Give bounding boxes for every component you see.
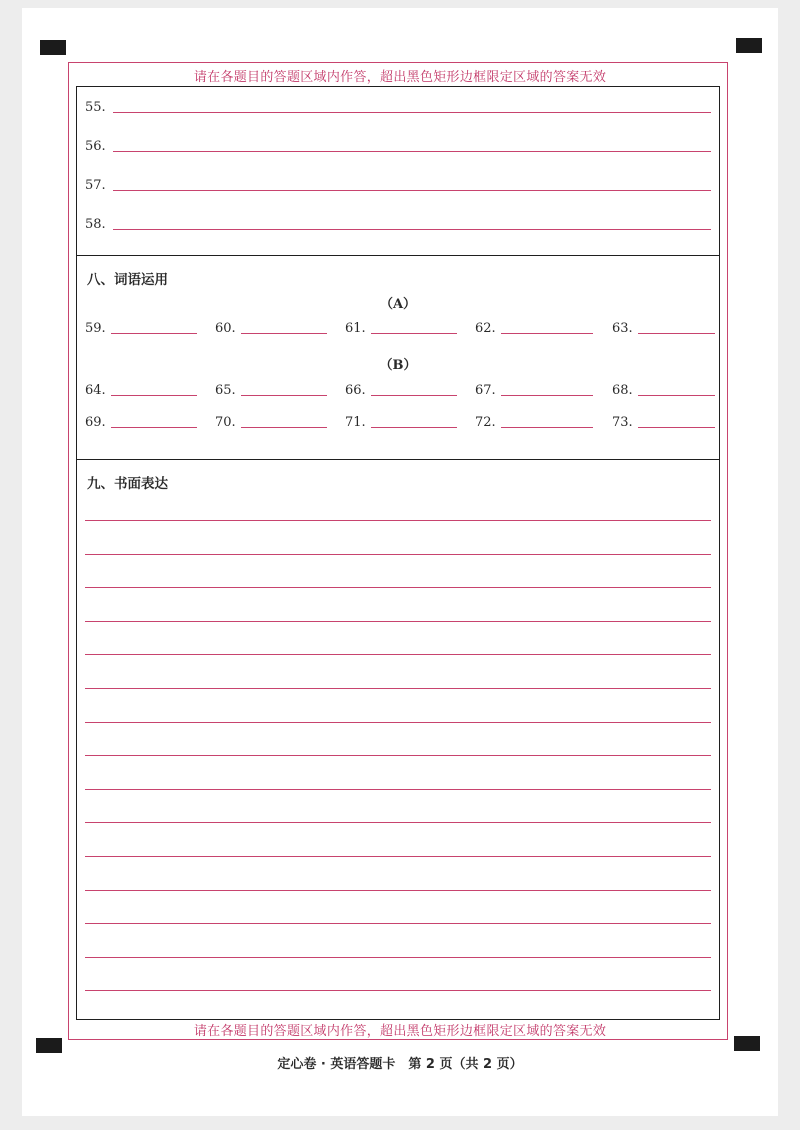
writing-line[interactable]: [85, 755, 711, 756]
answer-line-58[interactable]: [85, 212, 711, 234]
question-number: 68.: [612, 383, 633, 398]
question-number: 67.: [475, 383, 496, 398]
question-number: 56.: [85, 139, 106, 154]
question-number: 62.: [475, 321, 496, 336]
answer-line-57[interactable]: [85, 173, 711, 195]
question-number: 55.: [85, 100, 106, 115]
blank-rule: [371, 333, 457, 334]
question-number: 57.: [85, 178, 106, 193]
answer-rule: [113, 190, 711, 191]
answer-line-55[interactable]: [85, 95, 711, 117]
writing-line[interactable]: [85, 957, 711, 958]
writing-line[interactable]: [85, 856, 711, 857]
alignment-marker-top-left: [40, 40, 66, 55]
writing-line[interactable]: [85, 789, 711, 790]
blank-60[interactable]: [215, 316, 327, 338]
blank-68[interactable]: [612, 378, 715, 400]
question-number: 59.: [85, 321, 106, 336]
answer-rule: [113, 151, 711, 152]
answer-rule: [113, 229, 711, 230]
alignment-marker-bottom-left: [36, 1038, 62, 1053]
question-number: 58.: [85, 217, 106, 232]
blank-rule: [638, 333, 715, 334]
question-number: 70.: [215, 415, 236, 430]
writing-line[interactable]: [85, 890, 711, 891]
blank-rule: [501, 395, 593, 396]
blank-rule: [111, 333, 197, 334]
part-a-label: （A）: [379, 297, 417, 312]
alignment-marker-top-right: [736, 38, 762, 53]
answer-line-56[interactable]: [85, 134, 711, 156]
blank-rule: [241, 395, 327, 396]
section9-title: 九、书面表达: [87, 476, 168, 492]
blank-70[interactable]: [215, 410, 327, 432]
blank-rule: [638, 427, 715, 428]
writing-line[interactable]: [85, 554, 711, 555]
blank-rule: [371, 427, 457, 428]
blank-rule: [501, 333, 593, 334]
writing-line[interactable]: [85, 722, 711, 723]
blank-rule: [371, 395, 457, 396]
page-footer: 定心卷 · 英语答题卡 第 2 页（共 2 页）: [277, 1057, 523, 1072]
question-number: 72.: [475, 415, 496, 430]
blank-rule: [241, 333, 327, 334]
section8-title: 八、词语运用: [87, 272, 168, 288]
writing-line[interactable]: [85, 621, 711, 622]
writing-line[interactable]: [85, 688, 711, 689]
blank-64[interactable]: [85, 378, 197, 400]
blank-65[interactable]: [215, 378, 327, 400]
section9-box: [76, 459, 720, 1020]
blank-73[interactable]: [612, 410, 715, 432]
section8-box: [76, 255, 720, 460]
writing-line[interactable]: [85, 520, 711, 521]
blank-67[interactable]: [475, 378, 593, 400]
blank-59[interactable]: [85, 316, 197, 338]
blank-69[interactable]: [85, 410, 197, 432]
question-number: 61.: [345, 321, 366, 336]
blank-71[interactable]: [345, 410, 457, 432]
blank-63[interactable]: [612, 316, 715, 338]
question-number: 66.: [345, 383, 366, 398]
writing-line[interactable]: [85, 990, 711, 991]
writing-line[interactable]: [85, 654, 711, 655]
question-number: 71.: [345, 415, 366, 430]
writing-line[interactable]: [85, 923, 711, 924]
question-number: 60.: [215, 321, 236, 336]
writing-line[interactable]: [85, 587, 711, 588]
blank-62[interactable]: [475, 316, 593, 338]
question-number: 64.: [85, 383, 106, 398]
blank-61[interactable]: [345, 316, 457, 338]
section7-box: [76, 86, 720, 256]
question-number: 69.: [85, 415, 106, 430]
blank-rule: [111, 395, 197, 396]
blank-rule: [501, 427, 593, 428]
notice-bottom: 请在各题目的答题区域内作答，超出黑色矩形边框限定区域的答案无效: [193, 1024, 607, 1039]
blank-rule: [638, 395, 715, 396]
blank-66[interactable]: [345, 378, 457, 400]
blank-rule: [241, 427, 327, 428]
question-number: 63.: [612, 321, 633, 336]
blank-72[interactable]: [475, 410, 593, 432]
part-b-label: （B）: [379, 358, 417, 373]
notice-top: 请在各题目的答题区域内作答，超出黑色矩形边框限定区域的答案无效: [193, 70, 607, 85]
question-number: 73.: [612, 415, 633, 430]
answer-rule: [113, 112, 711, 113]
writing-line[interactable]: [85, 822, 711, 823]
question-number: 65.: [215, 383, 236, 398]
blank-rule: [111, 427, 197, 428]
